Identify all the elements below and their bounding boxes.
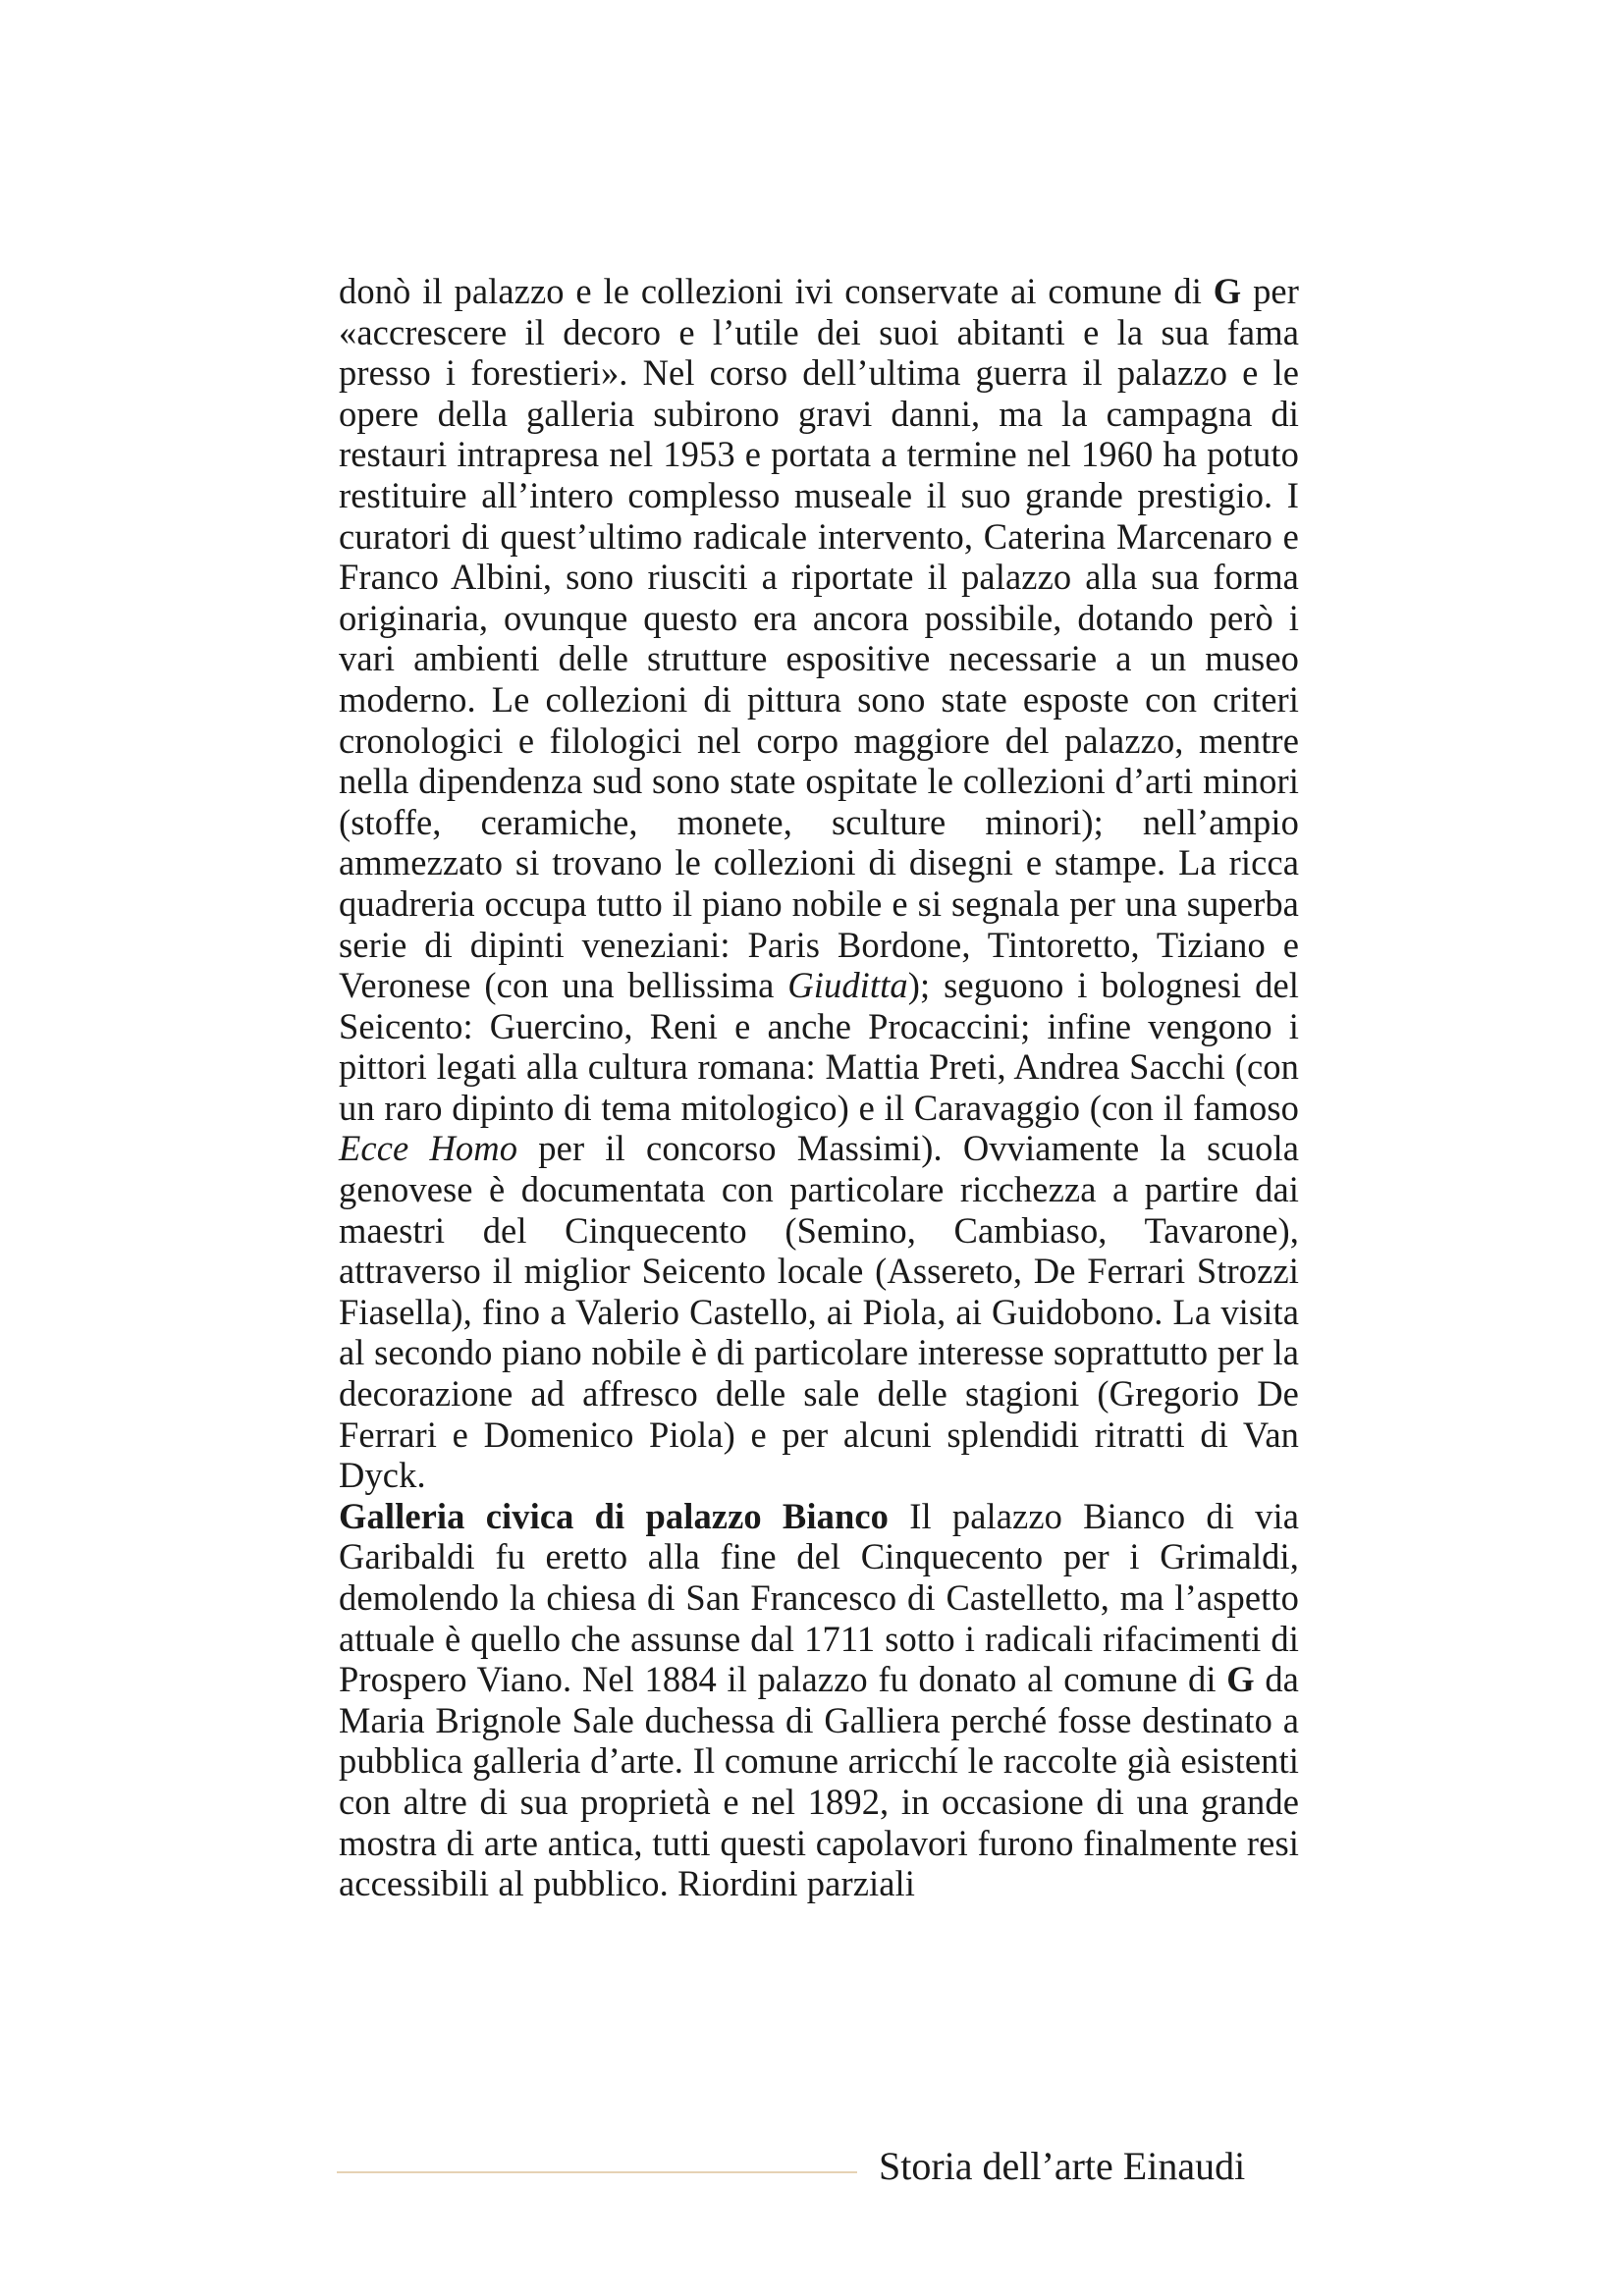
paragraph-palazzo-bianco <box>339 1496 1299 1904</box>
section-heading: Galleria civica di palazzo Bianco <box>339 1495 890 1536</box>
paragraph-palazzo-rosso-continuation <box>339 271 1299 1496</box>
city-abbreviation: G <box>1213 271 1242 311</box>
body-text: per il concorso Massimi). Ovviamente la scuola genovese è documentata con particolare ricchezza a partire dai maestri del Cinquecento (Semino, Cambiaso, Tavarone), attraverso il miglior Seicento locale (Assereto, De Ferrari Strozzi Fiasella), fino a Valerio Castello, ai Piola, ai Guidobono. La visita al secondo piano nobile è di particolare interesse soprattutto per la decorazione ad affresco delle sale delle stagioni (Gregorio De Ferrari e Domenico Piola) e per alcuni splendidi ritratti di Van Dyck. <box>339 1128 1300 1496</box>
footer-series-title: Storia dell’arte Einaudi <box>879 2144 1246 2188</box>
body-text: donò il palazzo e le collezioni ivi conservate ai comune di <box>339 271 1214 311</box>
body-text: ); seguono i bolognesi del Seicento: Guercino, Reni e anche Procaccini; infine vengono i pittori legati alla cultura romana: Mattia Preti, Andrea Sacchi (con un raro dipinto di tema mitologico) e il Caravaggio (con il famoso <box>339 965 1299 1128</box>
city-abbreviation: G <box>1226 1659 1255 1700</box>
body-text: da Maria Brignole Sale duchessa di Galliera perché fosse destinato a pubblica galleria d’arte. Il comune arricchí le raccolte già esistenti con altre di sua proprietà e nel 1892, in occasione di una grande mostra di arte antica, tutti questi capolavori furono finalmente resi accessibili al pubblico. Riordini parziali <box>339 1659 1299 1904</box>
footer-divider <box>337 2171 857 2173</box>
artwork-title: Giuditta <box>787 965 908 1006</box>
body-text: per «accrescere il decoro e l’utile dei suoi abitanti e la sua fama presso i forestieri». Nel corso dell’ultima guerra il palazzo e le opere della galleria subirono gravi danni, ma la campagna di restauri intrapresa nel 1953 e portata a termine nel 1960 ha potuto restituire all’intero complesso museale il suo grande prestigio. I curatori di quest’ultimo radicale intervento, Caterina Marcenaro e Franco Albini, sono riusciti a riportate il palazzo alla sua forma originaria, ovunque questo era ancora possibile, dotando però i vari ambienti delle strutture espositive necessarie a un museo moderno. Le collezioni di pittura sono state esposte con criteri cronologici e filologici nel corpo maggiore del palazzo, mentre nella dipendenza sud sono state ospitate le collezioni d’arti minori (stoffe, ceramiche, monete, sculture minori); nell’ampio ammezzato si trovano le collezioni di disegni e stampe. La ricca quadreria occupa tutto il piano nobile e si segnala per una superba serie di dipinti veneziani: Paris Bordone, Tintoretto, Tiziano e Veronese (con una bellissima <box>339 271 1299 1006</box>
page-body <box>339 271 1299 1904</box>
artwork-title: Ecce Homo <box>339 1128 518 1169</box>
body-text: Il palazzo Bianco di via Garibaldi fu eretto alla fine del Cinquecento per i Grimaldi, demolendo la chiesa di San Francesco di Castelletto, ma l’aspetto attuale è quello che assunse dal 1711 sotto i radicali rifacimenti di Prospero Viano. Nel 1884 il palazzo fu donato al comune di <box>339 1495 1299 1700</box>
